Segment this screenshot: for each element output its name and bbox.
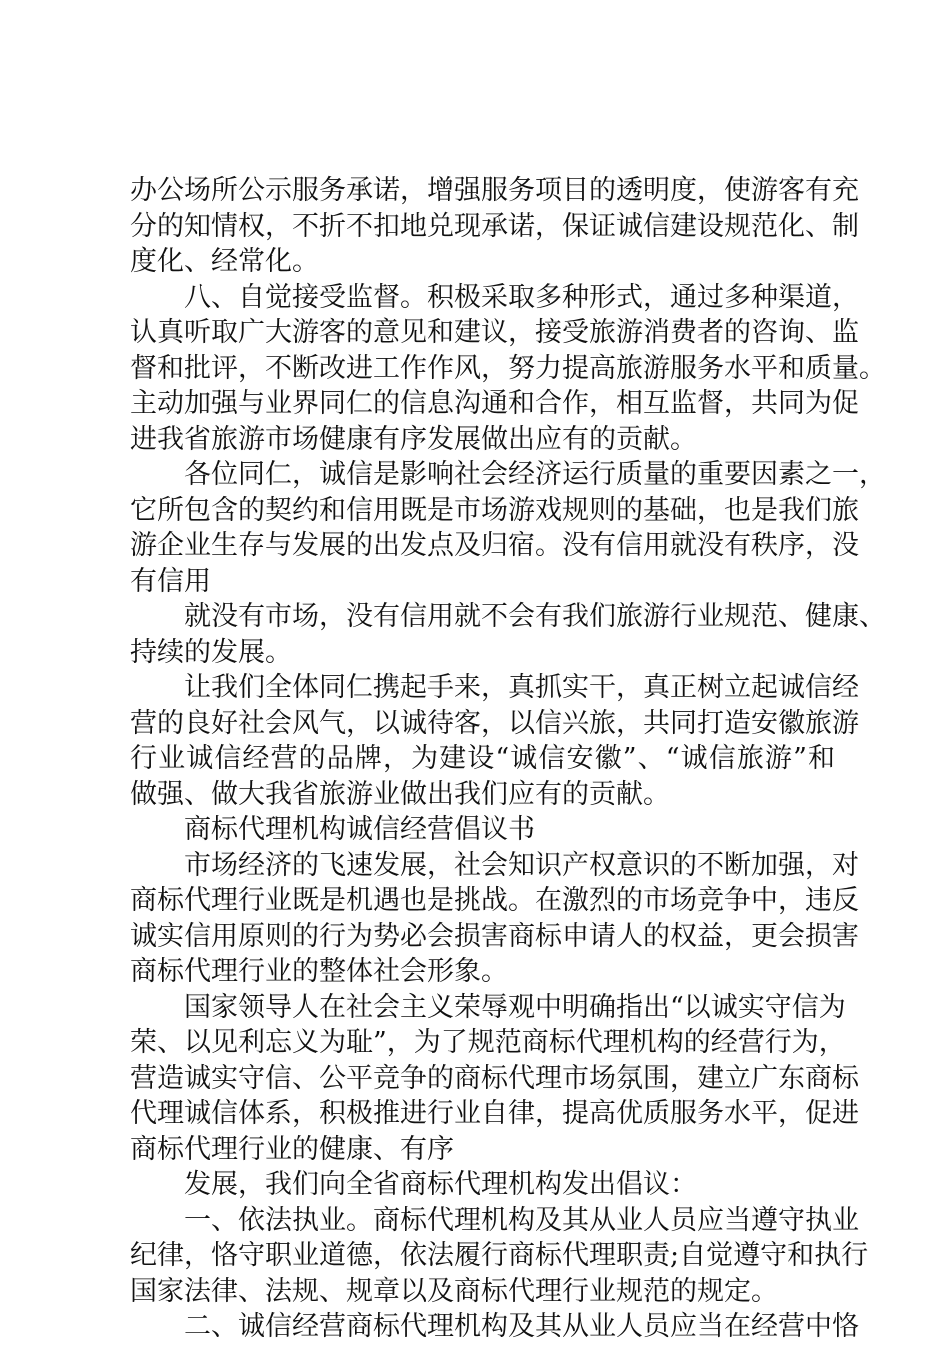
document-body [130, 173, 886, 1345]
text-line: 就没有市场，没有信用就不会有我们旅游行业规范、健康、 [184, 601, 886, 632]
text-line: 游企业生存与发展的出发点及归宿。没有信用就没有秩序，没 [130, 530, 859, 561]
text-line: 二、诚信经营商标代理机构及其从业人员应当在经营中恪 [184, 1311, 859, 1342]
text-line: 发展，我们向全省商标代理机构发出倡议： [184, 1169, 697, 1200]
text-line: 有信用 [130, 565, 211, 597]
text-line: 它所包含的契约和信用既是市场游戏规则的基础，也是我们旅 [130, 494, 859, 526]
text-line: 八、自觉接受监督。积极采取多种形式，通过多种渠道， [184, 281, 859, 313]
text-line: 办公场所公示服务承诺，增强服务项目的透明度，使游客有充 [130, 175, 859, 206]
text-line: 国家法律、法规、规章以及商标代理行业规范的规定。 [130, 1275, 778, 1307]
text-line: 国家领导人在社会主义荣辱观中明确指出“以诚实守信为 [184, 991, 846, 1023]
text-line: 诚实信用原则的行为势必会损害商标申请人的权益，更会损害 [130, 920, 859, 952]
text-line: 让我们全体同仁携起手来，真抓实干，真正树立起诚信经 [184, 672, 859, 703]
text-line: 营造诚实守信、公平竞争的商标代理市场氛围，建立广东商标 [130, 1062, 859, 1094]
text-line: 督和批评，不断改进工作作风，努力提高旅游服务水平和质量。 [130, 352, 886, 384]
text-line: 做强、做大我省旅游业做出我们应有的贡献。 [130, 778, 670, 810]
text-line: 行业诚信经营的品牌，为建设“诚信安徽”、“诚信旅游”和 [130, 743, 835, 774]
text-line: 度化、经常化。 [130, 246, 319, 277]
text-line: 商标代理机构诚信经营倡议书 [184, 814, 535, 845]
text-line: 纪律，恪守职业道德，依法履行商标代理职责;自觉遵守和执行 [130, 1240, 869, 1271]
text-line: 进我省旅游市场健康有序发展做出应有的贡献。 [130, 423, 697, 455]
text-line: 分的知情权，不折不扣地兑现承诺，保证诚信建设规范化、制 [130, 210, 859, 242]
text-line: 营的良好社会风气，以诚待客，以信兴旅，共同打造安徽旅游 [130, 707, 859, 739]
text-line: 商标代理行业既是机遇也是挑战。在激烈的市场竞争中，违反 [130, 885, 859, 916]
text-line: 一、依法执业。商标代理机构及其从业人员应当遵守执业 [184, 1204, 859, 1236]
text-line: 商标代理行业的健康、有序 [130, 1133, 454, 1165]
text-line: 主动加强与业界同仁的信息沟通和合作，相互监督，共同为促 [130, 388, 859, 419]
text-line: 持续的发展。 [130, 636, 292, 668]
text-line: 荣、以见利忘义为耻”，为了规范商标代理机构的经营行为， [130, 1027, 846, 1058]
text-line: 商标代理行业的整体社会形象。 [130, 956, 508, 987]
text-line: 市场经济的飞速发展，社会知识产权意识的不断加强，对 [184, 849, 859, 881]
text-line: 代理诚信体系，积极推进行业自律，提高优质服务水平，促进 [130, 1098, 859, 1129]
text-line: 认真听取广大游客的意见和建议，接受旅游消费者的咨询、监 [130, 317, 859, 348]
text-line: 各位同仁，诚信是影响社会经济运行质量的重要因素之一， [184, 459, 886, 490]
